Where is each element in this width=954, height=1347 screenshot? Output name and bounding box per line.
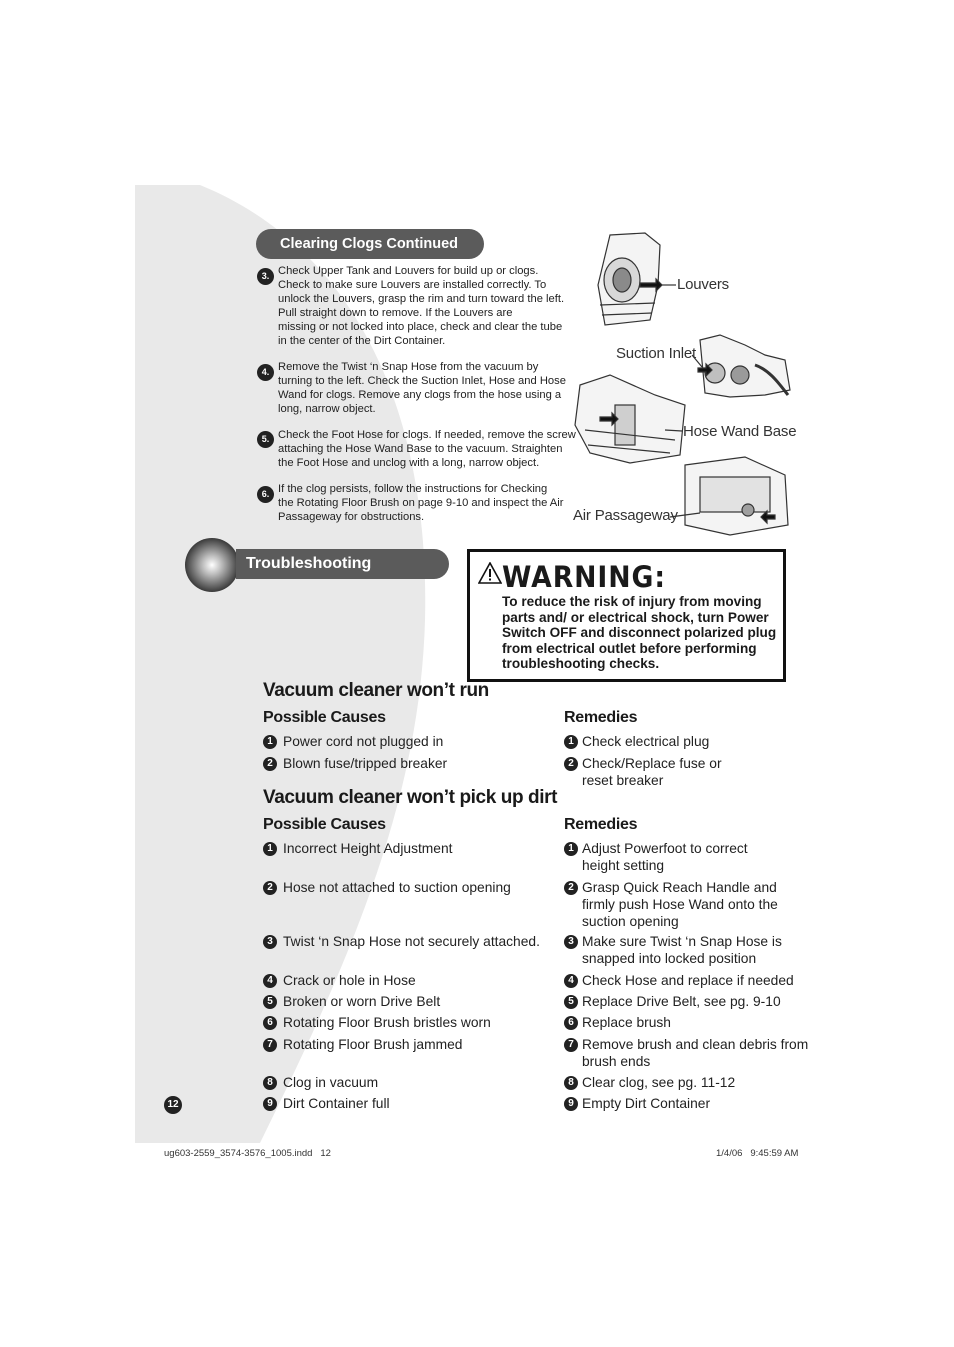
step-6-line: If the clog persists, follow the instructions for Checking <box>278 483 548 495</box>
warning-line: from electrical outlet before performing <box>502 640 757 656</box>
section-wont-run-causes-heading: Possible Causes <box>263 709 386 726</box>
step-3-line: missing or not locked into place, check and clear the tube <box>278 321 563 333</box>
label-louvers: Louvers <box>677 276 729 293</box>
label-suction-inlet: Suction Inlet <box>616 345 696 362</box>
page-number: 12 <box>164 1096 182 1114</box>
section-wont-pick-up-remedies-heading: Remedies <box>564 816 638 833</box>
remedy-text <box>582 1095 710 1112</box>
step-5-line: Check the Foot Hose for clogs. If needed, remove the screw <box>278 429 576 441</box>
cause-text: Rotating Floor Brush jammed <box>283 1037 463 1052</box>
section-wont-run-remedies-heading: Remedies <box>564 709 638 726</box>
cause-text: Dirt Container full <box>283 1096 390 1111</box>
step-6-number: 6. <box>257 486 274 503</box>
label-hose-wand-base: Hose Wand Base <box>683 423 797 440</box>
cause-number-badge: 2 <box>263 881 277 895</box>
cause-text: Clog in vacuum <box>283 1075 379 1090</box>
remedy-text <box>582 1014 671 1031</box>
remedy-number-badge: 6 <box>564 1016 578 1030</box>
remedy-line: Replace Drive Belt, see pg. 9-10 <box>582 994 781 1009</box>
cause-number-badge: 6 <box>263 1016 277 1030</box>
footer-timestamp: 1/4/06 9:45:59 AM <box>716 1148 799 1159</box>
remedy-number-badge: 2 <box>564 757 578 771</box>
remedy-text <box>582 993 781 1010</box>
warning-line: Switch OFF and disconnect polarized plug <box>502 625 777 640</box>
cause-text: Power cord not plugged in <box>283 734 444 749</box>
step-3-line: in the center of the Dirt Container. <box>278 335 446 347</box>
remedy-line: Empty Dirt Container <box>582 1096 711 1111</box>
cause-text: Blown fuse/tripped breaker <box>283 756 448 771</box>
remedy-line: Clear clog, see pg. 11-12 <box>582 1075 736 1090</box>
vacuum-illustrations <box>570 225 795 540</box>
section-wont-pick-up-causes-heading: Possible Causes <box>263 816 386 833</box>
cause-number-badge: 1 <box>263 735 277 749</box>
cause-text: Broken or worn Drive Belt <box>283 994 441 1009</box>
remedy-line: snapped into locked position <box>582 951 757 966</box>
remedy-number-badge: 5 <box>564 995 578 1009</box>
step-4-text <box>278 360 566 416</box>
step-4-line: Wand for clogs. Remove any clogs from the hose using a <box>278 389 562 401</box>
step-3-line: Check to make sure Louvers are installed correctly. To <box>278 279 547 291</box>
warning-line: troubleshooting checks. <box>502 656 660 671</box>
troubleshooting-title: Troubleshooting <box>246 555 372 572</box>
remedy-number-badge: 4 <box>564 974 578 988</box>
remedy-text <box>582 1074 735 1091</box>
cause-text: Incorrect Height Adjustment <box>283 841 453 856</box>
troubleshooting-heading <box>236 549 449 579</box>
step-5-line: attaching the Hose Wand Base to the vacuum. Straighten <box>278 443 563 455</box>
clearing-clogs-heading <box>256 229 484 259</box>
warning-line: parts and/ or electrical shock, turn Power <box>502 609 769 625</box>
remedy-line: Check/Replace fuse or <box>582 756 722 771</box>
step-3-line: unlock the Louvers, grasp the rim and turn toward the left. <box>278 293 565 305</box>
remedy-line: Adjust Powerfoot to correct <box>582 841 748 856</box>
cause-number-badge: 9 <box>263 1097 277 1111</box>
step-4-line: Remove the Twist ‘n Snap Hose from the vacuum by <box>278 361 539 373</box>
remedy-text <box>582 879 778 930</box>
step-5-line: the Foot Hose and unclog with a long, narrow object. <box>278 457 540 469</box>
step-5-text <box>278 428 576 470</box>
footer-file-info: ug603-2559_3574-3576_1005.indd 12 <box>164 1148 331 1159</box>
warning-triangle-icon <box>478 562 502 584</box>
section-wont-pick-up-title: Vacuum cleaner won’t pick up dirt <box>263 787 558 808</box>
remedy-text <box>582 755 722 789</box>
remedy-line: Check electrical plug <box>582 734 710 749</box>
label-air-passageway: Air Passageway <box>573 507 678 524</box>
cause-text: Hose not attached to suction opening <box>283 880 511 895</box>
clearing-clogs-title: Clearing Clogs Continued <box>280 236 459 252</box>
warning-body <box>502 594 780 672</box>
remedy-line: height setting <box>582 858 665 873</box>
step-3-number: 3. <box>257 268 274 285</box>
step-4-number: 4. <box>257 364 274 381</box>
step-3-line: Pull straight down to remove. If the Louvers are <box>278 307 513 319</box>
remedy-line: Make sure Twist ‘n Snap Hose is <box>582 934 782 949</box>
cause-text: Twist ‘n Snap Hose not securely attached. <box>283 934 540 949</box>
remedy-number-badge: 1 <box>564 735 578 749</box>
warning-line: To reduce the risk of injury from moving <box>502 594 762 609</box>
remedy-text <box>582 1036 808 1070</box>
remedy-number-badge: 9 <box>564 1097 578 1111</box>
remedy-text <box>582 933 782 967</box>
cause-number-badge: 2 <box>263 757 277 771</box>
warning-box <box>467 549 786 682</box>
step-6-line: the Rotating Floor Brush on page 9-10 and inspect the Air <box>278 497 564 509</box>
remedy-number-badge: 8 <box>564 1076 578 1090</box>
cause-text: Crack or hole in Hose <box>283 973 416 988</box>
cause-number-badge: 1 <box>263 842 277 856</box>
step-6-line: Passageway for obstructions. <box>278 511 425 523</box>
remedy-text <box>582 972 794 989</box>
remedy-text <box>582 733 709 750</box>
remedy-line: brush ends <box>582 1054 651 1069</box>
remedy-text <box>582 840 748 874</box>
step-3-line: Check Upper Tank and Louvers for build up or clogs. <box>278 265 539 277</box>
step-4-line: long, narrow object. <box>278 403 376 415</box>
cause-number-badge: 7 <box>263 1038 277 1052</box>
step-5-number: 5. <box>257 431 274 448</box>
cause-number-badge: 8 <box>263 1076 277 1090</box>
remedy-number-badge: 2 <box>564 881 578 895</box>
cause-number-badge: 5 <box>263 995 277 1009</box>
remedy-line: Grasp Quick Reach Handle and <box>582 880 777 895</box>
section-wont-run-title: Vacuum cleaner won’t run <box>263 680 489 701</box>
remedy-line: firmly push Hose Wand onto the <box>582 897 778 912</box>
remedy-line: suction opening <box>582 914 679 929</box>
remedy-line: Check Hose and replace if needed <box>582 973 794 988</box>
remedy-number-badge: 3 <box>564 935 578 949</box>
warning-title: WARNING: <box>502 560 666 594</box>
remedy-number-badge: 7 <box>564 1038 578 1052</box>
step-4-line: turning to the left. Check the Suction Inlet, Hose and Hose <box>278 375 566 387</box>
step-6-text <box>278 482 563 524</box>
cause-number-badge: 4 <box>263 974 277 988</box>
cause-number-badge: 3 <box>263 935 277 949</box>
remedy-line: Remove brush and clean debris from <box>582 1037 809 1052</box>
remedy-line: reset breaker <box>582 773 664 788</box>
remedy-line: Replace brush <box>582 1015 671 1030</box>
cause-text: Rotating Floor Brush bristles worn <box>283 1015 491 1030</box>
remedy-number-badge: 1 <box>564 842 578 856</box>
step-3-text <box>278 264 564 348</box>
